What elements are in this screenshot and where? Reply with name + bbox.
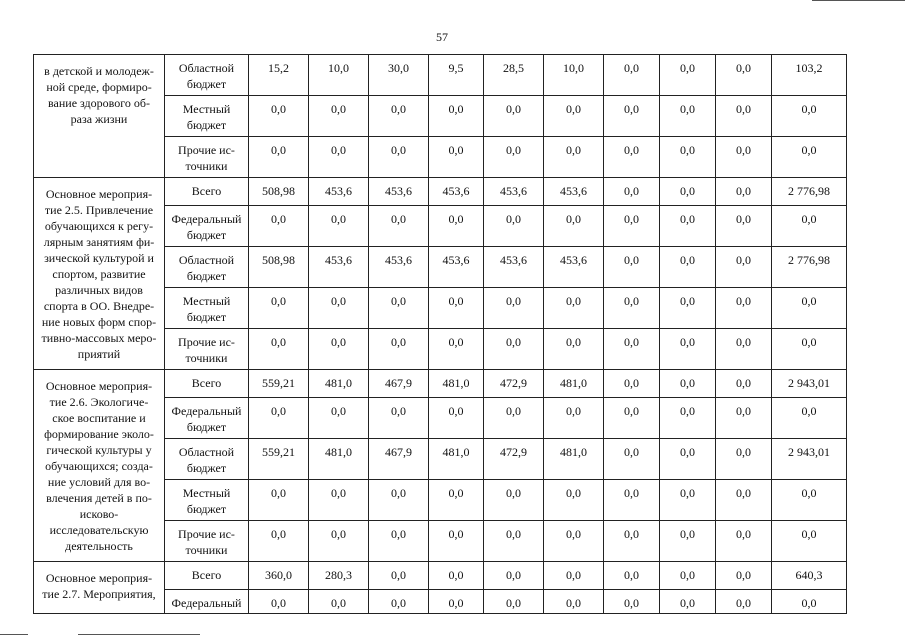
amount-value: 481,0 bbox=[309, 370, 369, 398]
amount-value: 0,0 bbox=[604, 480, 660, 521]
amount-value: 0,0 bbox=[429, 206, 484, 247]
page-number: 57 bbox=[436, 30, 448, 44]
amount-value: 0,0 bbox=[249, 329, 309, 370]
amount-value: 10,0 bbox=[309, 55, 369, 96]
amount-value: 0,0 bbox=[544, 590, 604, 614]
total-value: 640,3 bbox=[772, 562, 847, 590]
amount-value: 0,0 bbox=[544, 398, 604, 439]
amount-value: 0,0 bbox=[309, 288, 369, 329]
amount-value: 453,6 bbox=[369, 247, 429, 288]
activity-description: в детской и молодеж- ной среде, формиро- вание здорового об- раза жизни bbox=[34, 55, 165, 178]
funding-source: Областной бюджет bbox=[165, 55, 249, 96]
amount-value: 0,0 bbox=[660, 590, 716, 614]
amount-value: 0,0 bbox=[249, 288, 309, 329]
amount-value: 0,0 bbox=[716, 178, 772, 206]
amount-value: 0,0 bbox=[369, 480, 429, 521]
amount-value: 559,21 bbox=[249, 439, 309, 480]
total-value: 0,0 bbox=[772, 96, 847, 137]
amount-value: 0,0 bbox=[484, 590, 544, 614]
amount-value: 0,0 bbox=[429, 521, 484, 562]
total-value: 0,0 bbox=[772, 480, 847, 521]
amount-value: 0,0 bbox=[716, 206, 772, 247]
amount-value: 0,0 bbox=[660, 288, 716, 329]
top-edge-rule bbox=[812, 0, 905, 1]
amount-value: 453,6 bbox=[484, 178, 544, 206]
amount-value: 481,0 bbox=[429, 370, 484, 398]
amount-value: 0,0 bbox=[604, 288, 660, 329]
amount-value: 0,0 bbox=[660, 96, 716, 137]
amount-value: 0,0 bbox=[484, 206, 544, 247]
total-value: 2 943,01 bbox=[772, 370, 847, 398]
amount-value: 0,0 bbox=[484, 329, 544, 370]
bottom-edge-rule bbox=[78, 634, 200, 635]
amount-value: 280,3 bbox=[309, 562, 369, 590]
funding-source: Прочие ис- точники bbox=[165, 137, 249, 178]
amount-value: 0,0 bbox=[660, 439, 716, 480]
amount-value: 453,6 bbox=[544, 178, 604, 206]
table-row bbox=[34, 55, 847, 96]
amount-value: 0,0 bbox=[660, 178, 716, 206]
amount-value: 453,6 bbox=[544, 247, 604, 288]
amount-value: 508,98 bbox=[249, 247, 309, 288]
table-row bbox=[34, 178, 847, 206]
amount-value: 0,0 bbox=[544, 288, 604, 329]
amount-value: 0,0 bbox=[309, 590, 369, 614]
total-value: 103,2 bbox=[772, 55, 847, 96]
amount-value: 467,9 bbox=[369, 370, 429, 398]
activity-description: Основное мероприя- тие 2.6. Экологиче- ское воспитание и формирование эколо- гической культуры у обучающихся; созда- ние условий для во- влечения детей в по- исково- исследовательскую деятельность bbox=[34, 370, 165, 562]
amount-value: 0,0 bbox=[369, 562, 429, 590]
amount-value: 0,0 bbox=[604, 206, 660, 247]
total-value: 0,0 bbox=[772, 521, 847, 562]
amount-value: 453,6 bbox=[309, 247, 369, 288]
amount-value: 0,0 bbox=[604, 562, 660, 590]
amount-value: 472,9 bbox=[484, 439, 544, 480]
funding-source: Местный бюджет bbox=[165, 96, 249, 137]
amount-value: 0,0 bbox=[544, 480, 604, 521]
amount-value: 0,0 bbox=[429, 562, 484, 590]
amount-value: 0,0 bbox=[716, 55, 772, 96]
amount-value: 481,0 bbox=[429, 439, 484, 480]
amount-value: 0,0 bbox=[604, 521, 660, 562]
amount-value: 0,0 bbox=[716, 137, 772, 178]
total-value: 0,0 bbox=[772, 206, 847, 247]
amount-value: 508,98 bbox=[249, 178, 309, 206]
amount-value: 0,0 bbox=[604, 137, 660, 178]
amount-value: 0,0 bbox=[309, 206, 369, 247]
amount-value: 0,0 bbox=[604, 55, 660, 96]
amount-value: 0,0 bbox=[604, 590, 660, 614]
amount-value: 0,0 bbox=[716, 521, 772, 562]
total-value: 0,0 bbox=[772, 329, 847, 370]
amount-value: 0,0 bbox=[660, 480, 716, 521]
funding-source: Федеральный bbox=[165, 590, 249, 614]
total-value: 0,0 bbox=[772, 288, 847, 329]
amount-value: 453,6 bbox=[309, 178, 369, 206]
funding-source: Местный бюджет bbox=[165, 288, 249, 329]
amount-value: 0,0 bbox=[249, 590, 309, 614]
amount-value: 0,0 bbox=[309, 521, 369, 562]
amount-value: 0,0 bbox=[249, 96, 309, 137]
funding-source: Прочие ис- точники bbox=[165, 521, 249, 562]
amount-value: 0,0 bbox=[716, 562, 772, 590]
amount-value: 0,0 bbox=[716, 329, 772, 370]
funding-source: Федеральный бюджет bbox=[165, 398, 249, 439]
amount-value: 0,0 bbox=[604, 439, 660, 480]
amount-value: 0,0 bbox=[484, 288, 544, 329]
amount-value: 0,0 bbox=[369, 96, 429, 137]
total-value: 2 776,98 bbox=[772, 247, 847, 288]
amount-value: 453,6 bbox=[429, 178, 484, 206]
amount-value: 0,0 bbox=[429, 96, 484, 137]
amount-value: 0,0 bbox=[249, 206, 309, 247]
funding-source: Областной бюджет bbox=[165, 439, 249, 480]
amount-value: 453,6 bbox=[369, 178, 429, 206]
funding-source: Областной бюджет bbox=[165, 247, 249, 288]
amount-value: 0,0 bbox=[660, 247, 716, 288]
bottom-edge-rule bbox=[0, 634, 28, 635]
amount-value: 0,0 bbox=[429, 480, 484, 521]
total-value: 0,0 bbox=[772, 137, 847, 178]
total-value: 0,0 bbox=[772, 398, 847, 439]
amount-value: 0,0 bbox=[429, 590, 484, 614]
amount-value: 481,0 bbox=[309, 439, 369, 480]
funding-source: Всего bbox=[165, 178, 249, 206]
table-row bbox=[34, 370, 847, 398]
amount-value: 0,0 bbox=[369, 521, 429, 562]
amount-value: 0,0 bbox=[544, 96, 604, 137]
amount-value: 559,21 bbox=[249, 370, 309, 398]
amount-value: 0,0 bbox=[544, 137, 604, 178]
amount-value: 0,0 bbox=[369, 329, 429, 370]
amount-value: 0,0 bbox=[604, 398, 660, 439]
amount-value: 0,0 bbox=[429, 137, 484, 178]
amount-value: 0,0 bbox=[544, 206, 604, 247]
funding-source: Всего bbox=[165, 562, 249, 590]
funding-source: Всего bbox=[165, 370, 249, 398]
amount-value: 0,0 bbox=[604, 247, 660, 288]
amount-value: 0,0 bbox=[660, 370, 716, 398]
amount-value: 0,0 bbox=[484, 480, 544, 521]
amount-value: 0,0 bbox=[716, 96, 772, 137]
amount-value: 0,0 bbox=[309, 96, 369, 137]
amount-value: 481,0 bbox=[544, 439, 604, 480]
amount-value: 360,0 bbox=[249, 562, 309, 590]
amount-value: 0,0 bbox=[429, 398, 484, 439]
amount-value: 0,0 bbox=[369, 590, 429, 614]
amount-value: 30,0 bbox=[369, 55, 429, 96]
amount-value: 0,0 bbox=[716, 247, 772, 288]
amount-value: 0,0 bbox=[249, 521, 309, 562]
amount-value: 15,2 bbox=[249, 55, 309, 96]
amount-value: 0,0 bbox=[369, 288, 429, 329]
amount-value: 0,0 bbox=[604, 329, 660, 370]
amount-value: 0,0 bbox=[544, 562, 604, 590]
amount-value: 0,0 bbox=[484, 562, 544, 590]
funding-source: Прочие ис- точники bbox=[165, 329, 249, 370]
table-row bbox=[34, 562, 847, 590]
amount-value: 0,0 bbox=[429, 329, 484, 370]
total-value: 0,0 bbox=[772, 590, 847, 614]
amount-value: 0,0 bbox=[369, 206, 429, 247]
amount-value: 0,0 bbox=[604, 96, 660, 137]
amount-value: 0,0 bbox=[544, 521, 604, 562]
amount-value: 0,0 bbox=[249, 480, 309, 521]
budget-table bbox=[33, 54, 847, 614]
amount-value: 453,6 bbox=[429, 247, 484, 288]
amount-value: 0,0 bbox=[660, 562, 716, 590]
amount-value: 0,0 bbox=[309, 480, 369, 521]
total-value: 2 776,98 bbox=[772, 178, 847, 206]
amount-value: 0,0 bbox=[660, 398, 716, 439]
amount-value: 0,0 bbox=[660, 137, 716, 178]
amount-value: 0,0 bbox=[544, 329, 604, 370]
amount-value: 472,9 bbox=[484, 370, 544, 398]
amount-value: 0,0 bbox=[484, 137, 544, 178]
amount-value: 0,0 bbox=[429, 288, 484, 329]
amount-value: 9,5 bbox=[429, 55, 484, 96]
amount-value: 467,9 bbox=[369, 439, 429, 480]
amount-value: 0,0 bbox=[309, 329, 369, 370]
amount-value: 0,0 bbox=[484, 96, 544, 137]
amount-value: 10,0 bbox=[544, 55, 604, 96]
amount-value: 0,0 bbox=[660, 521, 716, 562]
amount-value: 0,0 bbox=[716, 439, 772, 480]
amount-value: 0,0 bbox=[716, 288, 772, 329]
amount-value: 0,0 bbox=[660, 55, 716, 96]
funding-source: Местный бюджет bbox=[165, 480, 249, 521]
budget-table-container bbox=[33, 54, 847, 614]
amount-value: 28,5 bbox=[484, 55, 544, 96]
amount-value: 0,0 bbox=[604, 370, 660, 398]
funding-source: Федеральный бюджет bbox=[165, 206, 249, 247]
activity-description: Основное мероприя- тие 2.7. Мероприятия, bbox=[34, 562, 165, 614]
amount-value: 453,6 bbox=[484, 247, 544, 288]
amount-value: 0,0 bbox=[484, 521, 544, 562]
amount-value: 481,0 bbox=[544, 370, 604, 398]
amount-value: 0,0 bbox=[716, 370, 772, 398]
total-value: 2 943,01 bbox=[772, 439, 847, 480]
amount-value: 0,0 bbox=[249, 398, 309, 439]
amount-value: 0,0 bbox=[369, 137, 429, 178]
amount-value: 0,0 bbox=[369, 398, 429, 439]
amount-value: 0,0 bbox=[249, 137, 309, 178]
amount-value: 0,0 bbox=[309, 398, 369, 439]
activity-description: Основное мероприя- тие 2.5. Привлечение обучающихся к регу- лярным занятиям фи- зической культурой и спортом, развитие различных видов спорта в ОО. Внедре- ние новых форм спор- тивно-массовых меро- приятий bbox=[34, 178, 165, 370]
amount-value: 0,0 bbox=[660, 329, 716, 370]
amount-value: 0,0 bbox=[484, 398, 544, 439]
amount-value: 0,0 bbox=[604, 178, 660, 206]
amount-value: 0,0 bbox=[716, 480, 772, 521]
amount-value: 0,0 bbox=[716, 398, 772, 439]
amount-value: 0,0 bbox=[660, 206, 716, 247]
amount-value: 0,0 bbox=[716, 590, 772, 614]
amount-value: 0,0 bbox=[309, 137, 369, 178]
